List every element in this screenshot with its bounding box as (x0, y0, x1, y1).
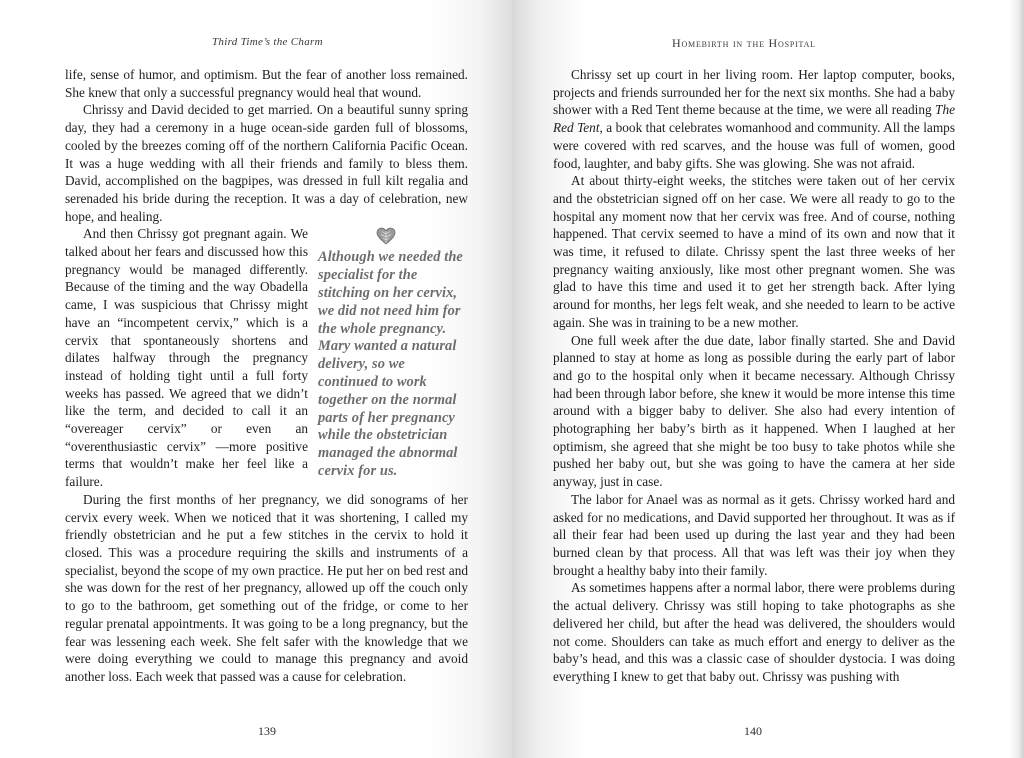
right-body-text (553, 66, 955, 686)
right-paragraph-5: As sometimes happens after a normal labor, there were problems during the actual delivery. Chrissy was still hoping to take photographs as she delivered her child, but after the head was delivered, the shoulders would not come. Shoulders can take as much effort and energy to deliver as the baby’s head, and this was a classic case of shoulder dystocia. I was doing everything I knew to get that baby out. Chrissy was pushing with (553, 580, 955, 684)
right-paragraph-1-start: Chrissy set up court in her living room. Her laptop computer, books, projects and friends surrounded her for the next six months. She had a baby shower with a Red Tent theme because at the time, we were all reading (553, 67, 955, 118)
left-page-number: 139 (258, 724, 276, 738)
left-paragraph-2: Chrissy and David decided to get married. On a beautiful sunny spring day, they had a ceremony in a huge ocean-side garden full of blossoms, cooled by the breezes coming off of the northern California Pacific Ocean. It was a huge wedding with all their friends and family to bless them. David, accomplished on the bagpipes, was dressed in full kilt regalia and serenaded his bride during the reception. It was a day of celebration, new hope, and healing. (65, 102, 468, 224)
right-paragraph-1 (553, 66, 955, 172)
pull-quote: Although we needed the specialist for the stitching on her cervix, we did not need him for the whole pregnancy. Mary wanted a natural delivery, so we continued to work together on the normal parts of her pregnancy while the obstetrician managed the abnormal cervix for us. (318, 249, 463, 479)
pull-quote-box (318, 225, 468, 480)
right-page (512, 0, 1024, 758)
right-paragraph-2: At about thirty-eight weeks, the stitches were taken out of her cervix and the obstetrician signed off on her case. We were all ready to go to the hospital any moment now that her cervix was free. And of course, nothing happened. That cervix seemed to have a mind of its own and now that it was time, it refused to dilate. Chrissy spent the last three weeks of her pregnancy waiting anxiously, like most other pregnant women. She was glad to have this time and used it to get her strength back. After lying around for months, her legs felt weak, and she needed to learn to be active again. She was in training to be a new mother. (553, 173, 955, 330)
right-paragraph-3: One full week after the due date, labor finally started. She and David planned to stay at home as long as possible during the early part of labor and go to the hospital only when it became necessary. Although Chrissy had been through labor before, she knew it would be more intense this time around with a bigger baby to deliver. She also had every intention of photographing her baby’s birth as it happened. When I laughed at her optimism, she agreed that she might be too busy to take photos while she pushed her baby out, but she was going to have the camera at her side anyway, just in case. (553, 332, 955, 490)
left-running-head: Third Time’s the Charm (212, 36, 323, 48)
left-paragraph-1: life, sense of humor, and optimism. But the fear of another loss remained. She knew that only a successful pregnancy would heal that wound. (65, 67, 468, 100)
right-paragraph-1-end: , a book that celebrates womanhood and community. All the lamps were covered with red scarves, and the house was full of women, good food, laughter, and baby gifts. She was glowing. She was not afraid. (553, 120, 955, 171)
right-page-number: 140 (744, 724, 762, 738)
heart-ornament-icon (376, 227, 396, 245)
right-running-head: Homebirth in the Hospital (672, 36, 816, 50)
left-body-text (65, 66, 468, 686)
left-paragraph-3: And then Chrissy got pregnant again. We talked about her fears and discussed how this pregnancy would be managed differently. Because of the timing and the way Obadella came, I was suspicious that Chrissy might have an “incompetent cervix,” which is a cervix that spontaneously shortens and dilates halfway through the pregnancy instead of holding tight until a full forty weeks has passed. We agreed that we didn’t like the term, and decided to call it an “overeager cervix” or even an “overenthusiastic cervix” —more positive terms that wouldn’t make her feel like a failure. (65, 226, 308, 490)
book-title: The Red Tent (553, 102, 955, 136)
left-paragraph-4: During the first months of her pregnancy, we did sonograms of her cervix every week. When we noticed that it was shortening, I called my friendly obstetrician and he put a few stitches in the cervix to hold it closed. This was a procedure requiring the skills and instruments of a specialist, beyond the scope of my own practice. He put her on bed rest and she was down for the rest of her pregnancy, allowed up off the couch only to go to the bathroom, get something out of the fridge, or come to her regular prenatal appointments. It was going to be a long pregnancy, but the fear was lessening each week. She felt safer with the knowledge that we were doing everything we could to manage this pregnancy and avoid another loss. Each week that passed was a cause for celebration. (65, 491, 468, 684)
right-paragraph-4: The labor for Anael was as normal as it gets. Chrissy worked hard and asked for no medications, and David supported her throughout. It was as if all their fear had been used up during the last year and they had been burned clean by that process. All that was left was their joy when they brought a healthy baby into their family. (553, 491, 955, 578)
